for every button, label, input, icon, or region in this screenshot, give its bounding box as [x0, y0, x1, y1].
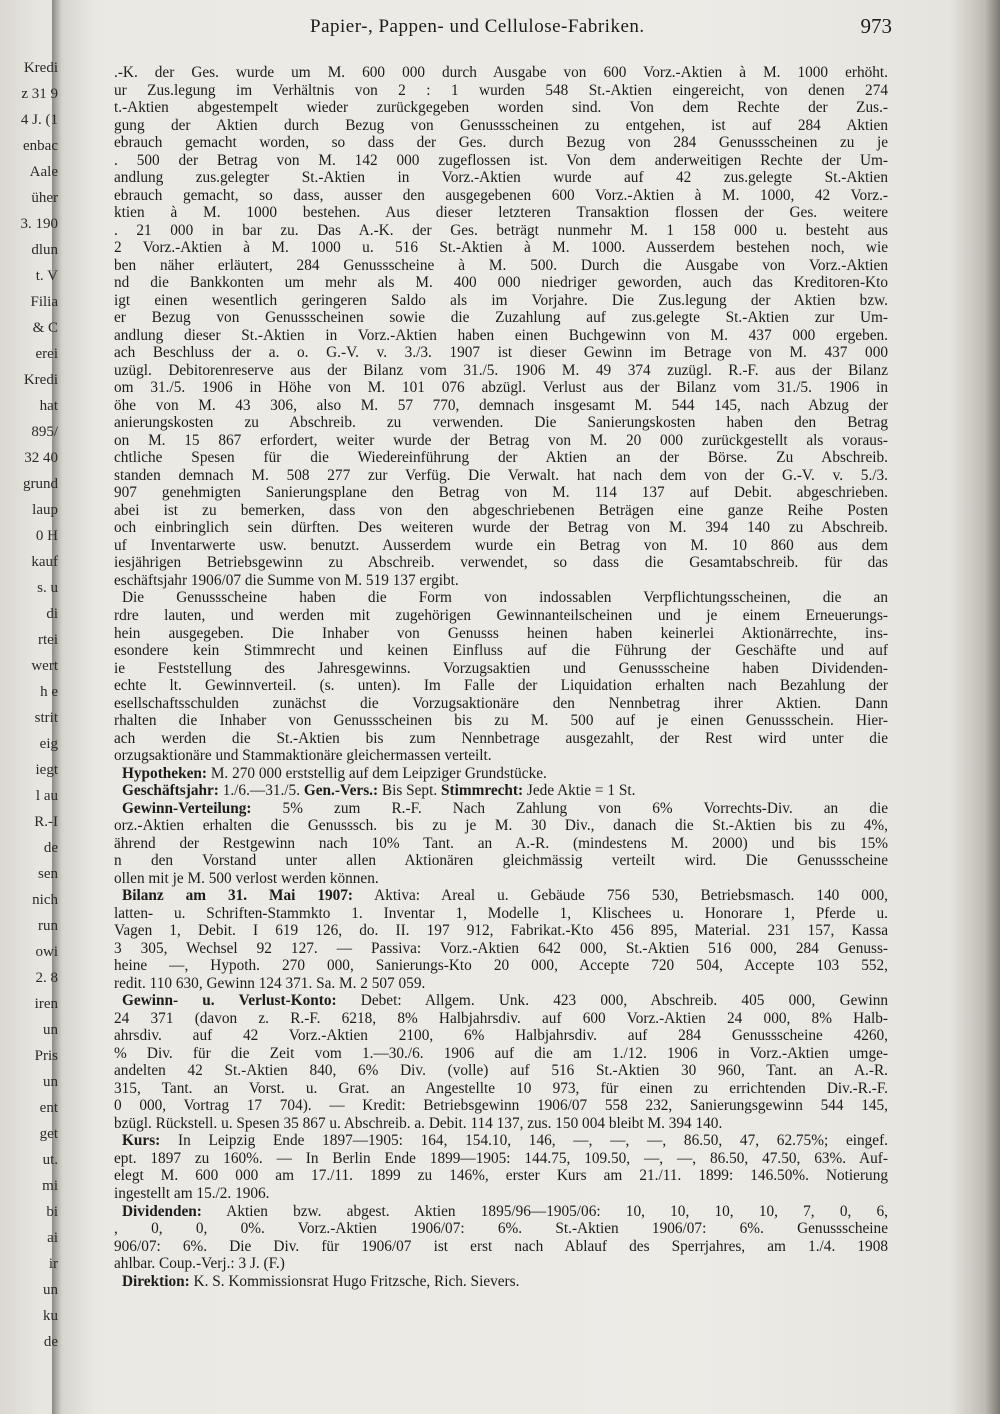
text-line: eschäftsjahr 1906/07 die Summe von M. 519 137 ergibt.	[114, 571, 459, 589]
text-line: ährend der Restgewinn nach 10% Tant. an A.-R. (mindestens M. 2000) und bis 15%	[114, 834, 888, 852]
text-line: er Bezug von Genussscheinen sowie die Zuzahlung auf zus.gelegte St.-Aktien zur Um-	[114, 309, 888, 327]
text-line: igt einen wesentlich geringeren Saldo als im Vorjahre. Die Zus.legung der Aktien bzw.	[114, 291, 888, 309]
text-line: Gewinn- u. Verlust-Konto: Debet: Allgem. Unk. 423 000, Abschreib. 405 000, Gewinn	[122, 992, 889, 1010]
facing-page-text: l au	[35, 788, 58, 804]
facing-page-text: dlun	[31, 242, 58, 258]
text-line: ept. 1897 zu 160%. — In Berlin Ende 1899—1905: 144.75, 109.50, —, —, 86.50, 47.50, 63%. Auf-	[114, 1149, 888, 1167]
facing-page-text: bi	[46, 1204, 58, 1220]
facing-page-text: grund	[23, 476, 58, 492]
text-line: n den Vorstand unter allen Aktionären gleichmässig verteilt wird. Die Genussscheine	[114, 852, 888, 870]
text-line: t.-Aktien abgestempelt wieder zurückgegeben worden sind. Von dem Rechte der Zus.-	[114, 99, 888, 117]
text-line: standen demnach M. 508 277 zur Verfüg. Die Verwalt. hat nach dem von der G.-V. v. 5./3.	[114, 466, 888, 484]
facing-page-text: Aale	[29, 164, 58, 180]
text-line: orzugsaktionäre und Stammaktionäre gleichermassen verteilt.	[114, 747, 492, 765]
facing-page-text: de	[43, 1334, 58, 1350]
text-line: ben näher erläutert, 284 Genussscheine à M. 500. Durch die Ausgabe von Vorz.-Aktien	[114, 256, 888, 274]
text-line: andlung zus.gelegter St.-Aktien in Vorz.-Aktien wurde auf 42 zus.gelegte St.-Aktien	[114, 169, 888, 187]
facing-page-text: 3. 190	[20, 216, 58, 232]
facing-page-text: iegt	[35, 762, 58, 778]
facing-page-text: t. V	[35, 268, 58, 284]
text-line: ur Zus.legung im Verhältnis von 2 : 1 wurden 548 St.-Aktien eingereicht, von denen 274	[114, 81, 888, 99]
facing-page-text: R.-I	[34, 814, 58, 830]
text-line: Vagen 1, Debit. I 619 126, do. II. 197 912, Fabrikat.-Kto 456 895, Material. 231 157, Kassa	[114, 922, 888, 940]
text-line: andlung dieser St.-Aktien in Vorz.-Aktien haben einen Buchgewinn von M. 437 000 ergeben.	[114, 326, 888, 344]
text-line: Dividenden: Aktien bzw. abgest. Aktien 1895/96—1905/06: 10, 10, 10, 10, 7, 0, 6,	[122, 1202, 888, 1220]
facing-page-text: Kredi	[23, 60, 58, 76]
text-line: ebrauch gemacht, so dass, ausser den ausgegebenen 600 Vorz.-Aktien à M. 1000, 42 Vorz.-	[114, 186, 888, 204]
text-line: anierungskosten zu Abschreib. zu verwenden. Die Sanierungskosten haben den Betrag	[114, 414, 888, 432]
facing-page-text: nich	[32, 892, 58, 908]
facing-page-text: un	[43, 1074, 58, 1090]
facing-page-text: 0 H	[35, 528, 58, 544]
text-line: ie Feststellung des Jahresgewinns. Vorzugsaktien und Genussscheine haben Dividenden-	[114, 659, 888, 677]
text-line: ahrsdiv. auf 42 Vorz.-Aktien 2100, 6% Halbjahrsdiv. auf 284 Genussscheine 4260,	[114, 1027, 888, 1045]
text-line: on M. 15 867 erfordert, weiter wurde der Betrag von M. 20 000 zurückgestellt als voraus-	[114, 431, 888, 449]
facing-page-text: Kredi	[23, 372, 58, 388]
text-line: heine —, Hypoth. 270 000, Sanierungs-Kto 20 000, Accepte 720 504, Accepte 103 552,	[114, 957, 888, 975]
facing-page-text: get	[39, 1126, 58, 1142]
text-line: iesjährigen Betriebsgewinn zu Abschreib. verwendet, so dass die Gesamtabschreib. für das	[114, 554, 888, 572]
facing-page-text: ut.	[42, 1152, 58, 1168]
facing-page-text: un	[43, 1022, 58, 1038]
facing-page-text: run	[38, 918, 58, 934]
text-line: echte lt. Gewinnverteil. (s. unten). Im Falle der Liquidation erhalten nach Bezahlung der	[114, 677, 888, 695]
facing-page-text: kauf	[31, 554, 58, 570]
facing-page-text: hat	[39, 398, 58, 414]
facing-page-text: eig	[39, 736, 58, 752]
text-line: 3 305, Wechsel 92 127. — Passiva: Vorz.-Aktien 642 000, St.-Aktien 516 000, 284 Genuss-	[114, 939, 888, 957]
text-line: % Div. für die Zeit vom 1.—30./6. 1906 auf die am 1./12. 1906 in Vorz.-Aktien umge-	[114, 1044, 888, 1062]
facing-page-fragment	[0, 60, 60, 1360]
text-line: om 31./5. 1906 in Höhe von M. 101 076 abzügl. Verlust aus der Bilanz vom 31./5. 1906 in	[114, 379, 888, 397]
text-line: ahlbar. Coup.-Verj.: 3 J. (F.)	[114, 1255, 285, 1273]
facing-page-text: ir	[48, 1256, 58, 1272]
facing-page-text: 895/	[31, 424, 58, 440]
facing-page-text: ai	[47, 1230, 58, 1246]
text-line: Geschäftsjahr: 1./6.—31./5. Gen.-Vers.: Bis Sept. Stimmrecht: Jede Aktie = 1 St.	[122, 782, 636, 800]
facing-page-text: sen	[38, 866, 58, 882]
text-line: chtliche Spesen für die Wiedereinführung der Aktien an der Börse. Zu Abschreib.	[114, 449, 888, 467]
text-line: uzügl. Debitorenreserve aus der Bilanz vom 31./5. 1906 M. 49 374 zuzügl. R.-F. aus der Bilanz	[114, 361, 888, 379]
running-title: Papier-, Pappen- und Cellulose-Fabriken.	[310, 16, 645, 37]
text-line: ach Beschluss der a. o. G.-V. v. 3./3. 1907 ist dieser Gewinn im Betrage von M. 437 000	[114, 344, 888, 362]
facing-page-text: 4 J. (1	[20, 112, 58, 128]
text-line: nd die Bankkonten um mehr als M. 400 000 niedriger geworden, auch das Kreditoren-Kto	[114, 274, 888, 292]
facing-page-text: enbac	[23, 138, 58, 154]
facing-page-text: iren	[34, 996, 58, 1012]
text-line: uf Inventarwerte usw. benutzt. Ausserdem wurde ein Betrag von M. 10 860 aus dem	[114, 536, 888, 554]
facing-page-text: erei	[35, 346, 58, 362]
text-line: . 500 der Betrag von M. 142 000 zugeflossen ist. Von dem anderweitigen Rechte der Um-	[114, 151, 888, 169]
text-line: 907 genehmigten Sanierungsplane den Betrag von M. 114 137 auf Debit. abgeschrieben.	[114, 484, 888, 502]
facing-page-text: owi	[35, 944, 58, 960]
text-line: 906/07: 6%. Die Div. für 1906/07 ist erst nach Ablauf des Sperrjahres, am 1./4. 1908	[114, 1237, 888, 1255]
text-line: 315, Tant. an Vorst. u. Grat. an Angestellte 10 973, für einen zu errichtenden Div.-R.-F.	[114, 1079, 888, 1097]
facing-page-text: üher	[31, 190, 58, 206]
facing-page-text: mi	[42, 1178, 58, 1194]
text-line: Direktion: K. S. Kommissionsrat Hugo Fritzsche, Rich. Sievers.	[122, 1272, 520, 1290]
text-line: 2 Vorz.-Aktien à M. 1000 u. 516 St.-Aktien à M. 1000. Ausserdem bestehen noch, wie	[114, 239, 888, 257]
text-line: hein ausgegeben. Die Inhaber von Genusss heinen haben keinerlei Aktionärrechte, ins-	[114, 624, 888, 642]
facing-page-text: de	[43, 840, 58, 856]
text-line: och einbringlich sein dürften. Des weiteren wurde der Betrag von M. 394 140 zu Abschreib.	[114, 519, 888, 537]
facing-page-text: un	[43, 1282, 58, 1298]
facing-page-text: z 31 9	[21, 86, 58, 102]
text-line: Gewinn-Verteilung: 5% zum R.-F. Nach Zahlung von 6% Vorrechts-Div. an die	[122, 799, 888, 817]
text-line: öhe von M. 43 306, also M. 57 770, demnach insgesamt M. 544 145, nach Abzug der	[114, 396, 888, 414]
text-line: 24 371 (davon z. R.-F. 6218, 8% Halbjahrsdiv. auf 600 Vorz.-Aktien 24 000, 8% Halb-	[114, 1009, 888, 1027]
facing-page-text: di	[46, 606, 58, 622]
facing-page-text: Pris	[34, 1048, 58, 1064]
facing-page-text: Filia	[30, 294, 58, 310]
text-line: ingestellt am 15./2. 1906.	[114, 1185, 270, 1202]
text-line: rdre lauten, und werden mit zugehörigen Gewinnanteilscheinen und je einem Erneuerungs-	[114, 606, 888, 624]
facing-page-text: ent	[39, 1100, 58, 1116]
facing-page-text: 32 40	[24, 450, 58, 466]
text-line: ebrauch gemacht worden, so dass der Ges. durch Bezug von 284 Genussscheinen zu je	[114, 134, 888, 152]
facing-page-text: h e	[40, 684, 58, 700]
facing-page-text: 2. 8	[35, 970, 58, 986]
text-line: ktien à M. 1000 bestehen. Aus dieser letzteren Transaktion flossen der Ges. weitere	[114, 204, 888, 222]
text-line: . 21 000 in bar zu. Das A.-K. der Ges. beträgt nunmehr M. 1 158 000 u. besteht aus	[114, 221, 888, 239]
text-line: .-K. der Ges. wurde um M. 600 000 durch Ausgabe von 600 Vorz.-Aktien à M. 1000 erhöht.	[114, 64, 888, 81]
text-line: redit. 110 630, Gewinn 124 371. Sa. M. 2 507 059.	[114, 974, 426, 992]
text-line: Kurs: In Leipzig Ende 1897—1905: 164, 154.10, 146, —, —, —, 86.50, 47, 62.75%; eingef.	[122, 1132, 888, 1150]
text-line: orz.-Aktien erhalten die Genusssch. bis zu je M. 30 Div., danach die St.-Aktien bis zu 4%,	[114, 817, 888, 835]
text-line: rhalten die Inhaber von Genussscheinen bis zu M. 500 auf je einen Genussschein. Hier-	[114, 712, 888, 730]
text-line: Hypotheken: M. 270 000 erststellig auf dem Leipziger Grundstücke.	[122, 764, 547, 782]
facing-page-text: s. u	[37, 580, 58, 596]
text-line: gung der Aktien durch Bezug von Genussscheinen zu entgehen, ist auf 284 Aktien	[114, 116, 888, 134]
text-line: esellschaftsschulden zunächst die Vorzugsaktionäre den Nennbetrag ihrer Aktien. Dann	[114, 694, 888, 712]
facing-page-text: laup	[32, 502, 58, 518]
page-header	[110, 12, 890, 38]
facing-page-text: wert	[31, 658, 58, 674]
text-line: andelten 42 St.-Aktien 840, 6% Div. (volle) auf 516 St.-Aktien 30 960, Tant. an A.-R.	[114, 1062, 888, 1080]
text-line: Die Genussscheine haben die Form von indossablen Verpflichtungsscheinen, die an	[122, 589, 888, 607]
text-line: elegt M. 600 000 am 17./11. 1899 zu 146%, erster Kurs am 21./11. 1899: 146.50%. Notierung	[114, 1167, 888, 1185]
page-number: 973	[860, 14, 892, 38]
text-line: 0 000, Vortrag 17 704). — Kredit: Betriebsgewinn 1906/07 558 232, Sanierungsgewinn 544 145,	[114, 1097, 888, 1115]
text-line: bzügl. Rückstell. u. Spesen 35 867 u. Abschreib. a. Debit. 114 137, zus. 150 004 bleibt M. 394 140.	[114, 1114, 723, 1132]
text-line: , 0, 0, 0%. Vorz.-Aktien 1906/07: 6%. St.-Aktien 1906/07: 6%. Genussscheine	[114, 1220, 888, 1238]
text-line: abei ist zu bemerken, dass von den abgeschriebenen Beträgen eine ganze Reihe Posten	[114, 501, 888, 519]
facing-page-text: ku	[43, 1308, 58, 1324]
text-line: ollen mit je M. 500 verlost werden können.	[114, 869, 379, 887]
page-body	[114, 64, 888, 1290]
facing-page-text: strit	[34, 710, 58, 726]
facing-page-text: & C	[32, 320, 58, 336]
text-line: esondere kein Stimmrecht und keinen Einfluss auf die Führung der Geschäfte und auf	[114, 642, 888, 660]
text-line: latten- u. Schriften-Stammkto 1. Inventar 1, Modelle 1, Klischees u. Honorare 1, Pferde u.	[114, 904, 888, 922]
text-line: ach werden die St.-Aktien bis zum Nennbetrage ausgezahlt, der Rest wird unter die	[114, 729, 888, 747]
text-line: Bilanz am 31. Mai 1907: Aktiva: Areal u. Gebäude 756 530, Betriebsmasch. 140 000,	[122, 887, 888, 905]
facing-page-text: rtei	[38, 632, 58, 648]
